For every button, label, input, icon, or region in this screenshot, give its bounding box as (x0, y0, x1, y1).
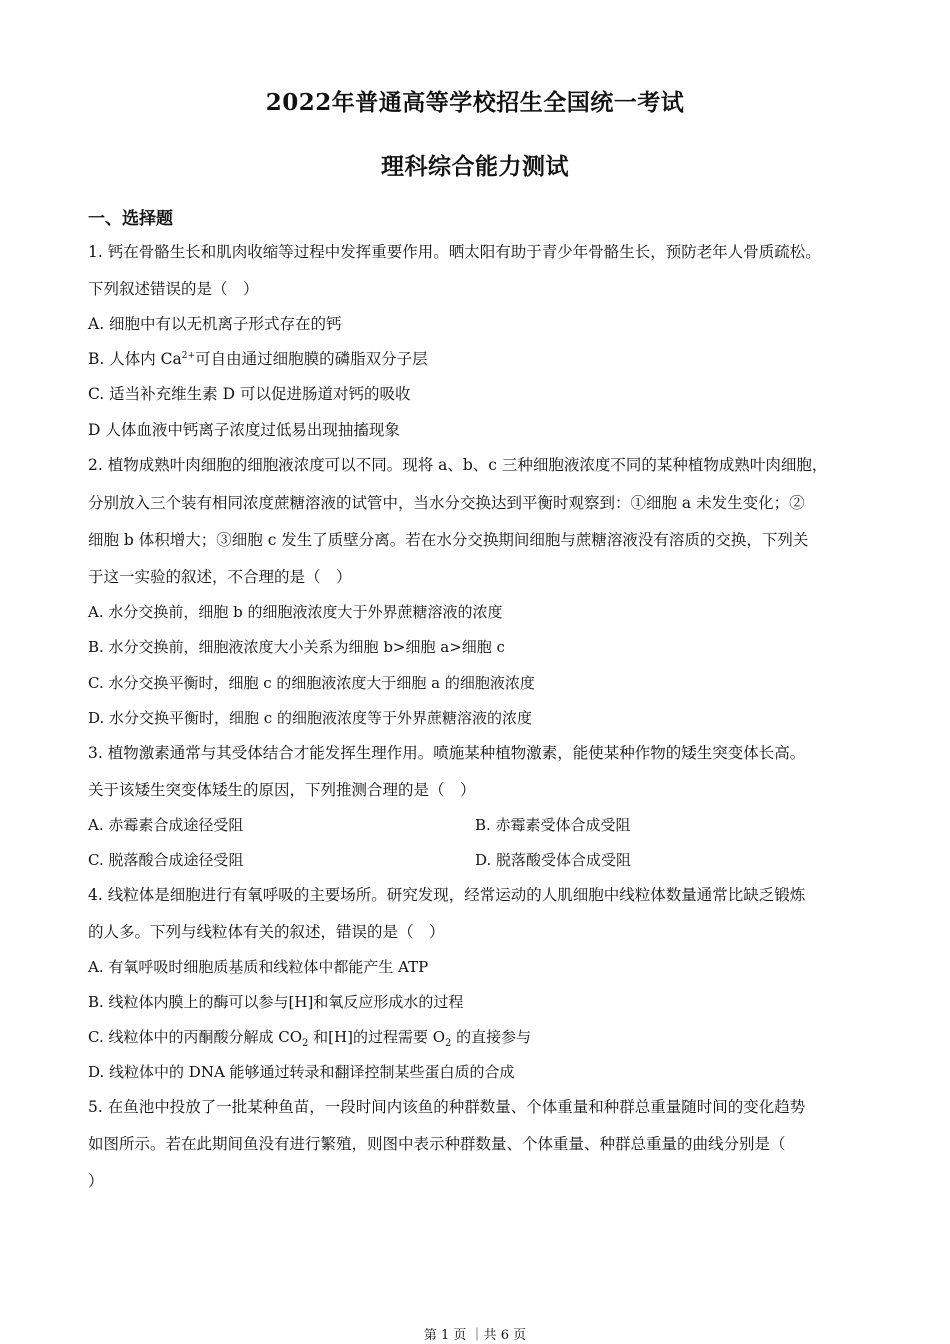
q4-stem-line-2: 的人多。下列与线粒体有关的叙述，错误的是（ ） (88, 923, 445, 941)
q1-option-b-sup: 2+ (181, 350, 196, 361)
q5-stem-line-1: 5. 在鱼池中投放了一批某种鱼苗，一段时间内该鱼的种群数量、个体重量和种群总重量随时间的变化趋势 (88, 1098, 806, 1116)
q2-option-d: D. 水分交换平衡时，细胞 c 的细胞液浓度等于外界蔗糖溶液的浓度 (88, 709, 532, 727)
q3-option-d: D. 脱落酸受体合成受阻 (475, 851, 632, 869)
q5-stem-line-3: ） (88, 1172, 104, 1190)
q3-option-c: C. 脱落酸合成途径受阻 (88, 851, 244, 869)
q2-stem-line-1: 2. 植物成熟叶肉细胞的细胞液浓度可以不同。现将 a、b、c 三种细胞液浓度不同的某种植物成熟叶肉细胞， (88, 456, 828, 474)
q2-option-b: B. 水分交换前，细胞液浓度大小关系为细胞 b>细胞 a>细胞 c (88, 638, 505, 656)
q3-option-b: B. 赤霉素受体合成受阻 (475, 816, 631, 834)
q4-option-a: A. 有氧呼吸时细胞质基质和线粒体中都能产生 ATP (88, 958, 429, 976)
q2-option-a: A. 水分交换前，细胞 b 的细胞液浓度大于外界蔗糖溶液的浓度 (88, 603, 503, 621)
exam-title: 2022年普通高等学校招生全国统一考试 (265, 89, 685, 116)
q3-option-a: A. 赤霉素合成途径受阻 (88, 816, 244, 834)
q2-stem-line-3: 细胞 b 体积增大；③细胞 c 发生了质壁分离。若在水分交换期间细胞与蔗糖溶液没有溶质的交换，下列关 (88, 531, 809, 549)
exam-subtitle: 理科综合能力测试 (381, 153, 569, 180)
q4-option-c-sub1: 2 (302, 1038, 309, 1049)
q1-option-b-rest: 可自由通过细胞膜的磷脂双分子层 (195, 350, 428, 368)
q1-stem-line-2: 下列叙述错误的是（ ） (88, 280, 259, 298)
q1-option-c: C. 适当补充维生素 D 可以促进肠道对钙的吸收 (88, 385, 411, 403)
q4-option-c (88, 1027, 878, 1047)
page-footer: 第 1 页 ｜共 6 页 (423, 1328, 527, 1343)
q2-stem-line-2: 分别放入三个装有相同浓度蔗糖溶液的试管中，当水分交换达到平衡时观察到：①细胞 a 未发生变化；② (88, 494, 805, 512)
q4-option-d: D. 线粒体中的 DNA 能够通过转录和翻译控制某些蛋白质的合成 (88, 1063, 515, 1081)
q1-option-a: A. 细胞中有以无机离子形式存在的钙 (88, 315, 342, 333)
q1-option-d: D 人体血液中钙离子浓度过低易出现抽搐现象 (88, 421, 400, 439)
q1-stem-line-1: 1. 钙在骨骼生长和肌肉收缩等过程中发挥重要作用。晒太阳有助于青少年骨骼生长，预防老年人骨质疏松。 (88, 243, 821, 261)
q4-option-c-mid: 和[H]的过程需要 O (308, 1028, 446, 1046)
q2-stem-line-4: 于这一实验的叙述，不合理的是（ ） (88, 568, 352, 586)
section-heading: 一、选择题 (88, 209, 173, 229)
q3-stem-line-1: 3. 植物激素通常与其受体结合才能发挥生理作用。喷施某种植物激素，能使某种作物的矮生突变体长高。 (88, 744, 806, 762)
q2-option-c: C. 水分交换平衡时，细胞 c 的细胞液浓度大于细胞 a 的细胞液浓度 (88, 674, 535, 692)
q4-stem-line-1: 4. 线粒体是细胞进行有氧呼吸的主要场所。研究发现，经常运动的人肌细胞中线粒体数量通常比缺乏锻炼 (88, 886, 806, 904)
q5-stem-line-2: 如图所示。若在此期间鱼没有进行繁殖，则图中表示种群数量、个体重量、种群总重量的曲线分别是（ (88, 1135, 786, 1153)
q4-option-c-rest: 的直接参与 (451, 1028, 532, 1046)
q3-stem-line-2: 关于该矮生突变体矮生的原因，下列推测合理的是（ ） (88, 781, 476, 799)
q4-option-c-text: C. 线粒体中的丙酮酸分解成 CO (88, 1028, 303, 1046)
q4-option-b: B. 线粒体内膜上的酶可以参与[H]和氧反应形成水的过程 (88, 993, 464, 1011)
q1-option-b (88, 349, 878, 369)
q4-option-c-sub2: 2 (445, 1038, 452, 1049)
q1-option-b-text: B. 人体内 Ca (88, 350, 182, 368)
